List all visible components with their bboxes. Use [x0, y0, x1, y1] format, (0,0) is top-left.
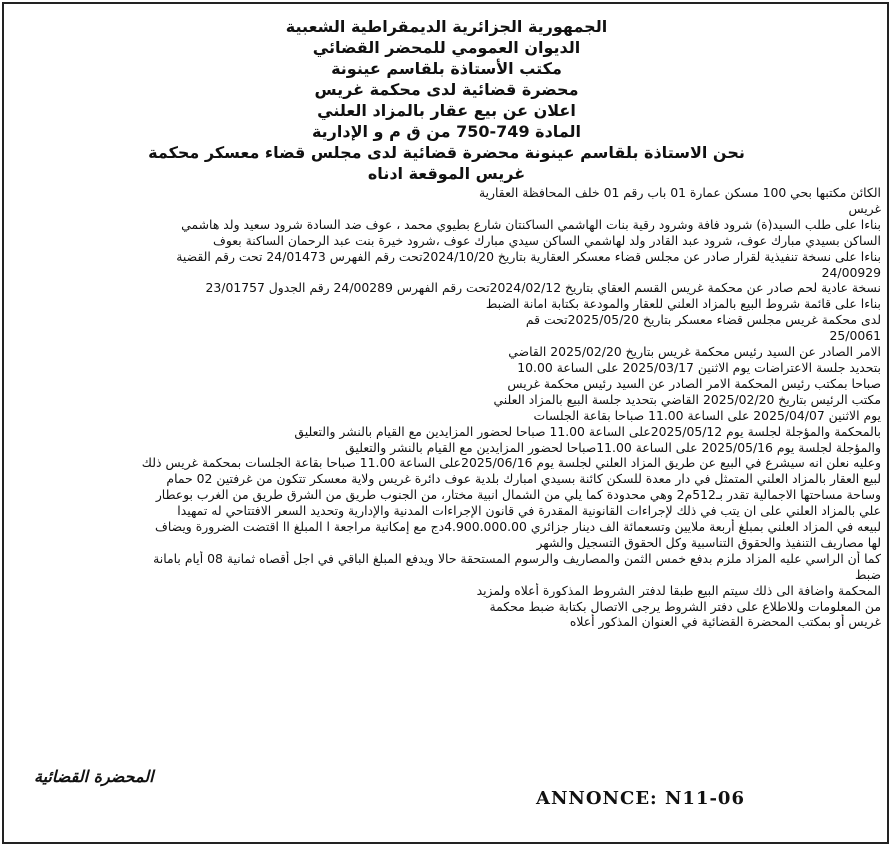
body-line: الامر الصادر عن السيد رئيس محكمة غريس بتاريخ 2025/02/20 القاضي	[508, 344, 881, 360]
header-republic: الجمهورية الجزائرية الديمقراطية الشعبية	[285, 17, 608, 36]
body-line: لبيع العقار بالمزاد العلني المتمثل في دار معدة للسكن كائنة بسيدي امبارك بلدية عوف دائرة غريس ولاية معسكر تتكون من غرفتين 02 حمام	[166, 471, 881, 487]
body-line: لبيعه في المزاد العلني بمبلغ أربعة ملايين وتسعمائة الف دينار جزائري 4.900.000.00دج مع إمكانية مراجعة ا المبلغ اا اقتضت الضرورة ويضاف	[154, 519, 881, 535]
body-line: كما أن الراسي عليه المزاد ملزم بدفع خمس الثمن والمصاريف والرسوم المستحقة حالا ويدفع المبلغ الباقي في اجل أقصاه ثمانية 08 أيام بامانة	[153, 550, 881, 566]
body-line: 24/00929	[821, 264, 881, 280]
body-line: وعليه نعلن انه سيشرع في البيع عن طريق المزاد العلني لجلسة يوم 2025/06/16على الساعة 11.00 صباحا بقاعة الجلسات بمحكمة غريس ذلك	[141, 455, 881, 471]
body-line: صباحا بمكتب رئيس المحكمة الامر الصادر عن السيد رئيس محكمة غريس	[507, 375, 881, 391]
body-line: الكائن مكتبها بحي 100 مسكن عمارة 01 باب رقم 01 خلف المحافظة العقارية	[478, 185, 881, 200]
body-line: بتحديد جلسة الاعتراضات يوم الاثنين 2025/03/17 على الساعة 10.00	[517, 359, 881, 375]
bailiff-signature: المحضرة القضائية	[34, 767, 154, 786]
header-intro: نحن الاستاذة بلقاسم عينونة محضرة قضائية لدى مجلس قضاء معسكر محكمة	[148, 143, 745, 162]
body-line: المحكمة واضافة الى ذلك سيتم البيع طبقا لدفتر الشروط المذكورة أعلاه ولمزيد	[476, 582, 881, 598]
body-line: 25/0061	[829, 328, 881, 344]
body-line: غريس	[848, 200, 881, 216]
header-court: محضرة قضائية لدى محكمة غريس	[314, 80, 579, 99]
announcement-header	[0, 16, 893, 184]
announcement-body	[10, 185, 881, 630]
body-line: لدى محكمة غريس مجلس قضاء معسكر بتاريخ 2025/05/20تحت قم	[525, 312, 881, 328]
header-article: المادة 749-750 من ق م و الإدارية	[311, 122, 582, 141]
body-line: من المعلومات وللاطلاع على دفتر الشروط يرجى الاتصال بكتابة ضبط محكمة	[489, 598, 881, 614]
body-line: والمؤجلة لجلسة يوم 2025/05/16 على الساعة 11.00صباحا لحضور المزايدين مع القيام بالنشر والتعليق	[345, 439, 881, 455]
header-auction-title: اعلان عن بيع عقار بالمزاد العلني	[317, 101, 576, 120]
body-line: نسخة عادية لحم صادر عن محكمة غريس القسم العقاي بتاريخ 2024/02/12تحت رقم الفهرس 24/00289 رقم الجدول 23/01757	[205, 280, 881, 296]
body-line: غريس أو بمكتب المحضرة القضائية في العنوان المذكور أعلاه	[569, 614, 881, 630]
body-line: وساحة مساحتها الاجمالية تقدر بـ512م2 وهي محدودة كما يلي من الشمال انبية مختار، من الجنوب طريق من الشرق طريق من الغرب بوعطار	[155, 487, 881, 503]
body-line: ضبط	[854, 566, 881, 582]
body-line: يوم الاثنين 2025/04/07 على الساعة 11.00 صباحا بقاعة الجلسات	[533, 407, 881, 423]
body-line: بناءا على طلب السيد(ة) شرود فافة وشرود رقية بنات الهاشمي الساكنتان شارع بطيوي محمد ، عوف ضد السادة شرود سعيد ولد هاشمي	[181, 216, 881, 232]
body-line: مكتب الرئيس بتاريخ 2025/02/20 القاضي بتحديد جلسة البيع بالمزاد العلني	[493, 391, 881, 407]
body-line: بناءا على قائمة شروط البيع بالمزاد العلني للعقار والمودعة بكتابة امانة الضبط	[485, 296, 881, 312]
body-line: لها مصاريف التنفيذ والحقوق التناسبية وكل الحقوق التسجيل والشهر	[536, 534, 881, 550]
header-signed: غريس الموقعة ادناه	[367, 164, 526, 183]
header-office: الديوان العمومي للمحضر القضائي	[312, 38, 581, 57]
body-line: الساكن بسيدي مبارك عوف، شرود عبد القادر ولد لهاشمي الساكن سيدي مبارك عوف ،شرود خيرة بنت عبد الرحمان الساكنة بعوف	[212, 232, 881, 248]
header-bailiff-office: مكتب الأستاذة بلقاسم عينونة	[331, 59, 562, 78]
body-line: بناءا على نسخة تنفيذية لقرار صادر عن مجلس قضاء معسكر العقارية بتاريخ 2024/10/20تحت رقم الفهرس 24/01473 تحت رقم القضية	[176, 248, 881, 264]
body-line: علي بالمزاد العلني على ان يتب في ذلك لإجراءات القانونية المقدرة في قانون الإجراءات المدنية والإدارية وتحديد السعر الافتتاحي له تمهيدا	[177, 503, 881, 519]
announcement-number: ANNONCE: N11-06	[536, 788, 745, 809]
body-line: بالمحكمة والمؤجلة لجلسة يوم 2025/05/12على الساعة 11.00 صباحا لحضور المزايدين مع القيام بالنشر والتعليق	[294, 423, 881, 439]
